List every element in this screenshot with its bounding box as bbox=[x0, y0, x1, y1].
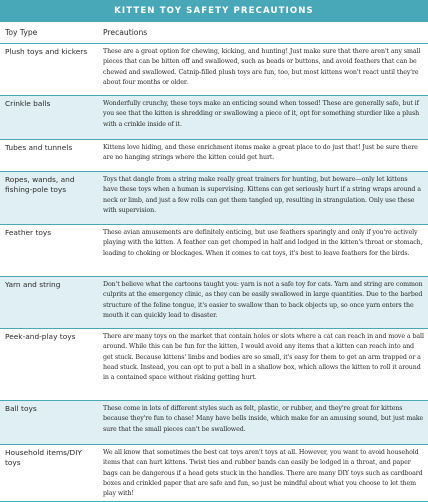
toy-type-cell: Household items/DIY toys bbox=[0, 445, 98, 502]
table-title: KITTEN TOY SAFETY PRECAUTIONS bbox=[0, 0, 428, 22]
table-row bbox=[0, 329, 428, 401]
table-row bbox=[0, 44, 428, 96]
table-row bbox=[0, 401, 428, 445]
precaution-cell: There are many toys on the market that contain holes or slots where a cat can reach in and move a ball around. While this can be fun for the kitten, I would avoid any items that a kitten can reach into and get stuck. Because kittens' limbs and bodies are so small, it's easy for them to get an arm trapped or a head stuck. Instead, you can opt to put a ball in a shallow box, which allows the kitten to roll it around in a contained space without risking getting hurt. bbox=[98, 329, 428, 401]
precaution-cell: These avian amusements are definitely enticing, but use feathers sparingly and only if you're actively playing with the kitten. A feather can get chomped in half and lodged in the kitten's throat or stomach, leading to choking or blockages. When it comes to cat toys, it's best to leave feathers for the birds. bbox=[98, 225, 428, 277]
precaution-cell: We all know that sometimes the best cat toys aren't toys at all. However, you want to avoid household items that can hurt kittens. Twist ties and rubber bands can easily be lodged in a throat, and paper bags can be dangerous if a head gets stuck in the handles. There are many DIY toys such as cardboard boxes and crinkled paper that are safe and fun, so just be mindful about what you choose to let them play with! bbox=[98, 445, 428, 502]
table-body bbox=[0, 44, 428, 502]
precautions-table bbox=[0, 22, 428, 502]
toy-type-cell: Feather toys bbox=[0, 225, 98, 277]
toy-type-cell: Peek-and-play toys bbox=[0, 329, 98, 401]
precaution-cell: Wonderfully crunchy, these toys make an enticing sound when tossed! These are generally safe, but if you see that the kitten is shredding or swallowing a piece of it, opt for something sturdier like a plush with a crinkle inside of it. bbox=[98, 96, 428, 140]
toy-type-cell: Ropes, wands, and fishing-pole toys bbox=[0, 172, 98, 225]
toy-type-cell: Plush toys and kickers bbox=[0, 44, 98, 96]
precaution-cell: Toys that dangle from a string make really great trainers for hunting, but beware—only let kittens have these toys when a human is supervising. Kittens can get seriously hurt if a string wraps around a neck or limb, and just a few rolls can get them tangled up, resulting in strangulation. Only use these with supervision. bbox=[98, 172, 428, 225]
table-row bbox=[0, 96, 428, 140]
table-row bbox=[0, 140, 428, 172]
header-row bbox=[0, 22, 428, 44]
precaution-cell: These come in lots of different styles such as felt, plastic, or rubber, and they're great for kittens because they're fun to chase! Many have bells inside, which make for an amusing sound, but just make sure that the small pieces can't be swallowed. bbox=[98, 401, 428, 445]
precaution-cell: Kittens love hiding, and these enrichment items make a great place to do just that! Just be sure there are no hanging strings where the kitten could get hurt. bbox=[98, 140, 428, 172]
table-row bbox=[0, 445, 428, 502]
toy-type-cell: Tubes and tunnels bbox=[0, 140, 98, 172]
precaution-cell: Don't believe what the cartoons taught you: yarn is not a safe toy for cats. Yarn and string are common culprits at the emergency clinic, as they can be easily swallowed in large quantities. Due to the barbed structure of the feline tongue, it's easier to swallow than to back objects up, so once yarn enters the mouth it can quickly lead to disaster. bbox=[98, 277, 428, 329]
toy-type-cell: Crinkle balls bbox=[0, 96, 98, 140]
column-header-toy-type: Toy Type bbox=[0, 22, 98, 44]
table-row bbox=[0, 277, 428, 329]
table-row bbox=[0, 172, 428, 225]
table-row bbox=[0, 225, 428, 277]
column-header-precautions: Precautions bbox=[98, 22, 428, 44]
precaution-cell: These are a great option for chewing, kicking, and hunting! Just make sure that there aren't any small pieces that can be bitten off and swallowed, such as beads or buttons, and avoid feathers that can be chewed and swallowed. Catnip-filled plush toys are fun, too, but most kittens won't react until they're about four months or older. bbox=[98, 44, 428, 96]
toy-type-cell: Ball toys bbox=[0, 401, 98, 445]
toy-type-cell: Yarn and string bbox=[0, 277, 98, 329]
